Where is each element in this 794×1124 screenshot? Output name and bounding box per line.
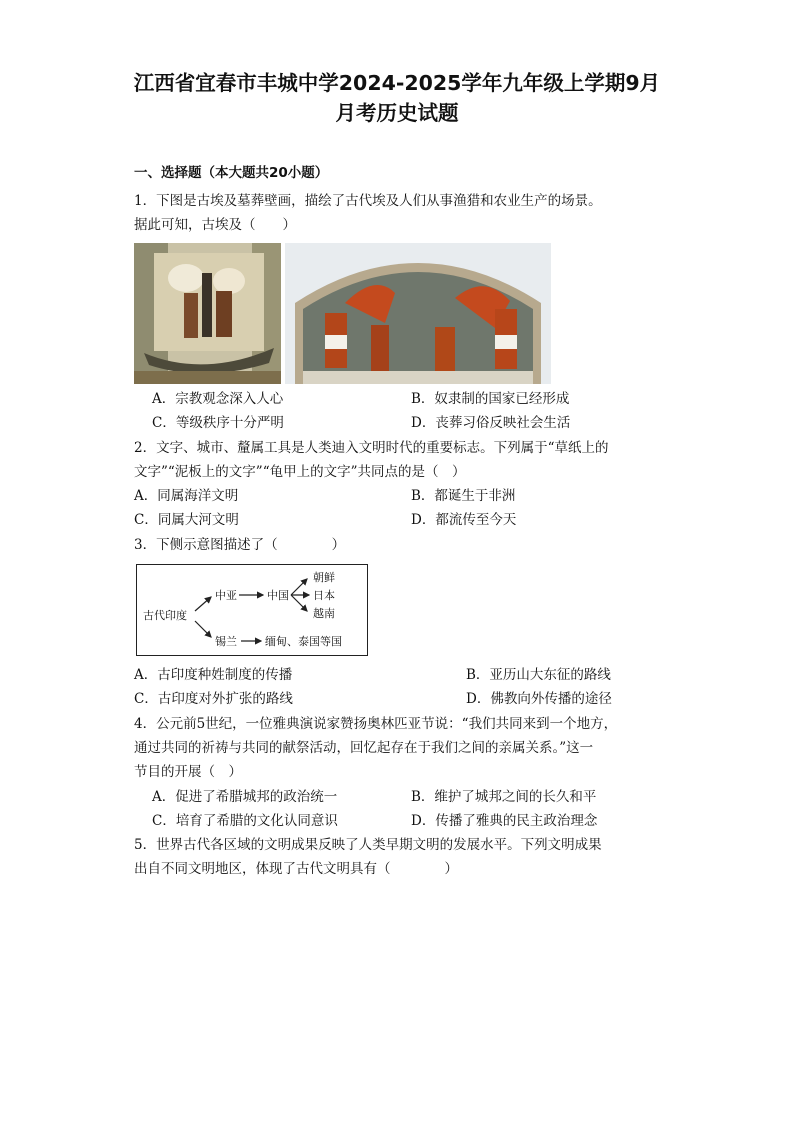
q4-option-c[interactable]: C．培育了希腊的文化认同意识 [152, 813, 338, 829]
q3-option-a[interactable]: A．古印度种姓制度的传播 [134, 667, 293, 683]
q4-stem-line-3: 节目的开展（ ） [134, 764, 242, 780]
q4-stem-line-2: 通过共同的祈祷与共同的献祭活动，回忆起存在于我们之间的亲属关系。”这一 [134, 740, 594, 756]
q2-option-c[interactable]: C．同属大河文明 [134, 512, 239, 528]
title-line-1: 江西省宜春市丰城中学2024-2025学年九年级上学期9月 [133, 71, 661, 95]
q4-option-b[interactable]: B．维护了城邦之间的长久和平 [411, 789, 597, 805]
diagram-origin: 古代印度 [143, 609, 187, 622]
diagram-myanmar-thailand: 缅甸、泰国等国 [265, 635, 342, 648]
q2-stem-line-2: 文字”“泥板上的文字”“龟甲上的文字”共同点的是（ ） [134, 464, 466, 480]
egyptian-harvest-mural-image [285, 243, 551, 384]
diagram-vietnam: 越南 [313, 607, 335, 620]
q2-option-a[interactable]: A．同属海洋文明 [134, 488, 239, 504]
title-line-2: 月考历史试题 [335, 101, 459, 125]
q5-stem-line-2: 出自不同文明地区，体现了古代文明具有（ ） [134, 861, 458, 877]
q1-option-b[interactable]: B．奴隶制的国家已经形成 [411, 391, 570, 407]
q1-stem-line-1: 1．下图是古埃及墓葬壁画，描绘了古代埃及人们从事渔猎和农业生产的场景。 [134, 193, 602, 209]
q4-stem-line-1: 4．公元前5世纪，一位雅典演说家赞扬奥林匹亚节说：“我们共同来到一个地方， [134, 716, 618, 732]
q3-option-d[interactable]: D．佛教向外传播的途径 [466, 691, 612, 707]
diagram-japan: 日本 [313, 589, 335, 602]
page-title [100, 68, 694, 128]
q2-option-b[interactable]: B．都诞生于非洲 [411, 488, 516, 504]
q1-stem-line-2: 据此可知，古埃及（ ） [134, 217, 296, 233]
q5-stem-line-1: 5．世界古代各区域的文明成果反映了人类早期文明的发展水平。下列文明成果 [134, 837, 602, 853]
q1-option-c[interactable]: C．等级秩序十分严明 [152, 415, 284, 431]
section-heading: 一、选择题（本大题共20小题） [134, 165, 329, 181]
q3-option-c[interactable]: C．古印度对外扩张的路线 [134, 691, 293, 707]
buddhism-spread-diagram [136, 564, 368, 656]
diagram-central-asia: 中亚 [215, 589, 237, 602]
q3-stem-line-1: 3．下侧示意图描述了（ ） [134, 537, 346, 553]
diagram-china: 中国 [267, 589, 289, 602]
diagram-korea: 朝鲜 [313, 571, 335, 584]
q2-stem-line-1: 2．文字、城市、釐属工具是人类迪入文明时代的重要标志。下列属于“草纸上的 [134, 440, 609, 456]
q4-option-d[interactable]: D．传播了雅典的民主政治理念 [411, 813, 598, 829]
q4-option-a[interactable]: A．促进了希腊城邦的政治统一 [152, 789, 338, 805]
q1-option-d[interactable]: D．丧葬习俗反映社会生活 [411, 415, 571, 431]
q2-option-d[interactable]: D．都流传至今天 [411, 512, 517, 528]
q1-option-a[interactable]: A．宗教观念深入人心 [152, 391, 284, 407]
q3-option-b[interactable]: B．亚历山大东征的路线 [466, 667, 611, 683]
diagram-ceylon: 锡兰 [215, 635, 237, 648]
egyptian-fishing-mural-image [134, 243, 281, 384]
